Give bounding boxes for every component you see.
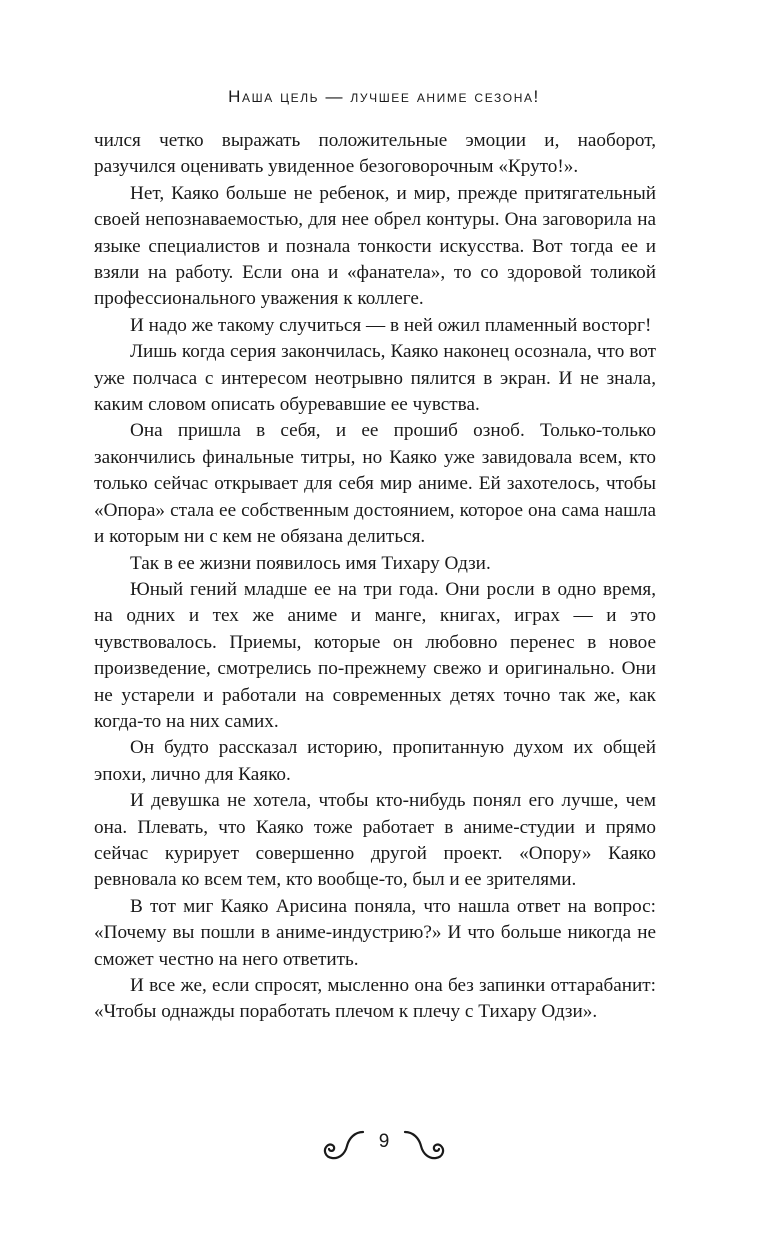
paragraph: И надо же такому случиться — в ней ожил пламенный восторг! (130, 314, 652, 336)
page-number: 9 (378, 1131, 390, 1152)
paragraph: Юный гений младше ее на три года. Они росли в одно время, на одних и тех же аниме и манге, книгах, играх — и это чувствовалось. Приемы, которые он любовно перенес в новое произведение, смотрелись по-прежнему свежо и оригинально. Они не устарели и работали на современных детях точно так же, как когда-то на них самих. (94, 578, 656, 732)
paragraph: Она пришла в себя, и ее прошиб озноб. Только-только закончились финальные титры, но Каяко уже завидовала всем, кто только сейчас открывает для себя мир аниме. Ей захотелось, чтобы «Опора» стала ее собственным достоянием, которое она сама нашла и которым ни с кем не обязана делиться. (94, 420, 656, 548)
paragraph: Лишь когда серия закончилась, Каяко наконец осознала, что вот уже полчаса с интересом неотрывно пялится в экран. И не знала, каким словом описать обуревавшие ее чувства. (94, 341, 656, 416)
paragraph: чился четко выражать положительные эмоции и, наоборот, разучился оценивать увиденное безоговорочным «Круто!». (94, 130, 656, 178)
paragraph: Так в ее жизни появилось имя Тихару Одзи. (130, 552, 491, 574)
paragraph: И девушка не хотела, чтобы кто-нибудь понял его лучше, чем она. Плевать, что Каяко тоже работает в аниме-студии и прямо сейчас курирует совершенно другой проект. «Опору» Каяко ревновала ко всем тем, кто вообще-то, был и ее зрителями. (94, 790, 656, 891)
paragraph: В тот миг Каяко Арисина поняла, что нашла ответ на вопрос: «Почему вы пошли в аниме-индустрию?» И что больше никогда не сможет честно на него ответить. (94, 895, 656, 970)
paragraph: И все же, если спросят, мысленно она без запинки оттарабанит: «Чтобы однажды поработать плечом к плечу с Тихару Одзи». (94, 975, 656, 1023)
body-text (94, 128, 656, 1026)
running-head: Наша цель — лучшее аниме сезона! (228, 87, 540, 106)
paragraph: Нет, Каяко больше не ребенок, и мир, прежде притягательный своей непознаваемостью, для нее обрел контуры. Она заговорила на языке специалистов и познала тонкости искусства. Вот тогда ее и взяли на работу. Если она и «фанатела», то со здоровой толикой профессионального уважения к коллеге. (94, 182, 656, 310)
paragraph: Он будто рассказал историю, пропитанную духом их общей эпохи, лично для Каяко. (94, 737, 656, 785)
